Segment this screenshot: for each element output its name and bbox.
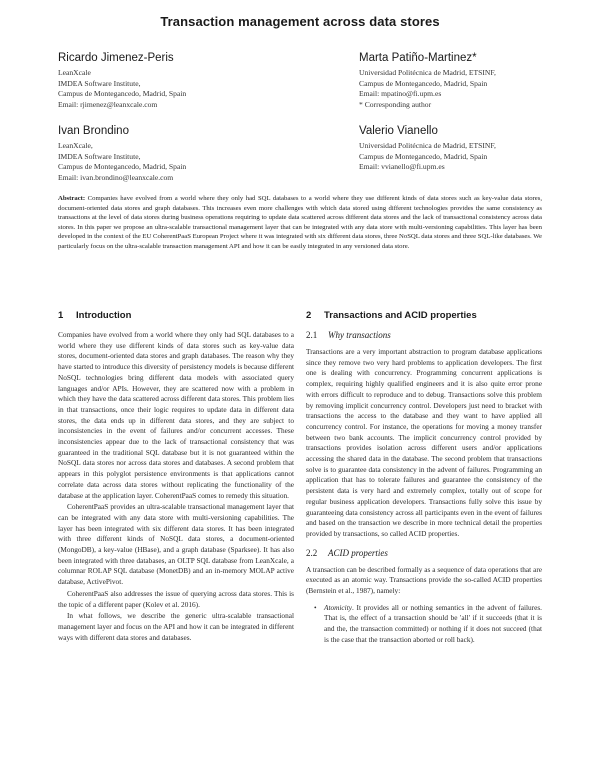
paragraph: CoherentPaaS also addresses the issue of querying across data stores. This is the topic of a different paper (Kolev et al. 2016). [58, 588, 294, 609]
author-affiliation-line: Campus de Montegancedo, Madrid, Spain [359, 151, 488, 161]
author-block [359, 125, 600, 173]
subsection-title: ACID properties [328, 547, 388, 558]
author-email: Email: ivan.brondino@leanxcale.com [58, 172, 174, 182]
author-affiliation-line: Campus de Montegancedo, Madrid, Spain [58, 89, 187, 98]
author-affiliation-line: IMDEA Software Institute, [58, 151, 141, 161]
abstract-text: Companies have evolved from a world where they only had SQL databases to a world where they use different kinds of data stores such as key-value data stores, document-oriented data stores and graph databases. This increases even more challenges with which data stored using different technologies provides the same consistency as transactions at the level of data stores during business operations requiring to update data scattered across different data stores and the lack of transactional consistency across data stores. In this paper we propose an ultra-scalable transactional management layer that can be integrated with any data store with multi-versioning capabilities. This layer has been developed in the context of the EU CoherentPaaS European Project where it was integrated with six different data stores, three NoSQL data stores and three SQL-like databases. We particularly focus on the ultra-scalable transaction management API and how it can be easily integrated in any versioned data store. [58, 195, 543, 250]
property-text: . It provides all or nothing semantics in the advent of failures. That is, the effect of a transaction should be 'all' if it succeeds (that it is and the, the transaction committed) or nothing if it does not succeed (that is the case that the transaction aborted or roll back). [324, 602, 542, 644]
paragraph: Companies have evolved from a world where they only had SQL databases to a world where they use different kinds of data stores such as key-value data stores, document-oriented data stores and graph databases. The reason why they have started to introduce this diversity of persistency models is because different NoSQL technologies bring different data models with associated query languages and/or APIs. However, they are scattered now with a problem in which they have the data scattered across different data stores. This problem lies in that transactions, once their logic requires to update data in different data stores, the data ends up in different data stores, and they are subject to inconsistencies in the event of failures and/or concurrent accesses. These inconsistencies appear due to the lack of transactional consistency that was guaranteed in the traditional SQL database but it is not guaranteed within the NoSQL data stores nor across data stores and databases. A second problem that appears in this polyglot persistence environments is that applications cannot correlate data across data stores without replicating the functionality of the database at the application layer. CoherentPaaS comes to remedy this situation. [58, 330, 294, 500]
corresponding-author-note: * Corresponding author [359, 99, 432, 109]
author-affiliation-line: Campus de Montegancedo, Madrid, Spain [359, 78, 488, 88]
author-name: Valerio Vianello [359, 125, 438, 137]
author-affiliation-line: Universidad Politécnica de Madrid, ETSINF, [359, 68, 496, 77]
author-affiliation-line: IMDEA Software Institute, [58, 78, 141, 88]
author-name: Marta Patiño-Martinez* [359, 52, 477, 64]
author-block [58, 52, 318, 110]
author-block [58, 125, 318, 183]
paper-title: Transaction management across data stores [160, 14, 440, 29]
author-affiliation-line: LeanXcale, [58, 141, 93, 150]
author-name: Ivan Brondino [58, 125, 129, 137]
section-title: Transactions and ACID properties [324, 310, 477, 321]
section-number: 1 [58, 310, 64, 321]
paragraph: In what follows, we describe the generic ultra-scalable transactional management layer and focus on the API and how it can be integrated in different ways with different data stores and databases. [58, 611, 294, 642]
section-heading [58, 310, 294, 321]
bullet-icon: • [314, 602, 317, 612]
acid-property-list [314, 603, 542, 646]
subsection-heading [306, 548, 542, 558]
author-email: Email: mpatino@fi.upm.es [359, 89, 442, 98]
subsection-body [306, 347, 542, 540]
paragraph: Transactions are a very important abstraction to program database applications since they remove two very hard problems to application developers. The first one is dealing with concurrency. Programming concurrent applications is complex, requiring highly qualified engineers and it is also quite error prone with errors difficult to reproduce and to debug. Transactions solve this problem by removing implicit concurrency control. Developers just need to bracket with transactions the access to the database and they want to have applied all concurrency control. For instance, the operations for moving a money transfer between two bank accounts. The implicit concurrency control provided by transactions provides isolation across different users and/or applications accessing the shared data in the database. The second problem that transactions solve is to guarantee data consistency in the advent of failures. Programming an application that has to tolerate failures and guarantee the consistency of the persistent data is very hard and extremely complex, totally out of scope for regular business application developers. Transactions fully solve this issue by guaranteeing data consistency across all participants even in the event of failures and based on the transaction we describe in more technical detail the properties provided by transactions, so called ACID properties. [306, 347, 542, 538]
subsection-number: 2.1 [306, 330, 318, 340]
subsection-body [306, 565, 542, 597]
author-email: Email: vvianello@fi.upm.es [359, 162, 445, 171]
paragraph: A transaction can be described formally as a sequence of data operations that are executed as an atomic way. Transactions provide the so-called ACID properties (Bernstein et al., 1987), namely: [306, 564, 542, 596]
abstract-label: Abstract: [58, 195, 86, 202]
section-heading [306, 310, 542, 321]
author-name: Ricardo Jimenez-Peris [58, 52, 174, 64]
section-number: 2 [306, 310, 312, 321]
list-item [314, 603, 542, 646]
subsection-title: Why transactions [328, 330, 391, 340]
section-body [58, 330, 294, 643]
subsection-number: 2.2 [306, 547, 318, 558]
left-column [58, 310, 294, 644]
author-block [359, 52, 600, 110]
subsection-heading [306, 330, 542, 340]
author-email: Email: rjimenez@leanxcale.com [58, 99, 158, 109]
paragraph: CoherentPaaS provides an ultra-scalable transactional management layer that can be integrated with any data store with multi-versioning capabilities. The layer has been integrated with six different data stores. It has been integrated with three different kinds of NoSQL data stores, a document-oriented (MongoDB), a key-value (HBase), and a graph database (Sparksee). It has also been integrated with three databases, an OLTP SQL database from LeanXcale, a columnar ROLAP SQL database (MonetDB) and an in-memory MOLAP active database, ActivePivot. [58, 502, 294, 587]
author-affiliation-line: LeanXcale [58, 68, 91, 77]
author-affiliation-line: Universidad Politécnica de Madrid, ETSINF, [359, 141, 496, 150]
section-title: Introduction [76, 310, 132, 321]
author-affiliation-line: Campus de Montegancedo, Madrid, Spain [58, 162, 187, 171]
right-column [306, 310, 542, 646]
abstract [58, 194, 542, 251]
property-term: Atomicity [324, 602, 352, 612]
